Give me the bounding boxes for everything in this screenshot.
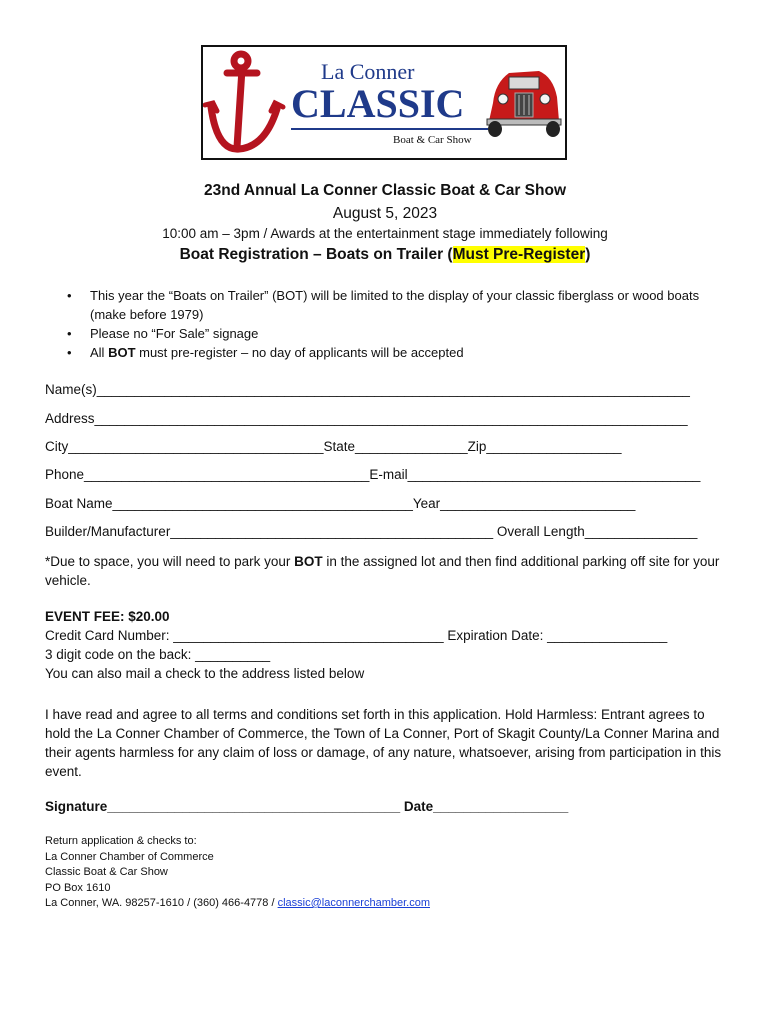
credit-card-field[interactable]: Credit Card Number: ____________________________________ Expiration Date: ________________ (45, 628, 668, 643)
names-field[interactable]: Name(s)_______________________________________________________________________________ (45, 382, 690, 397)
registration-subtitle (0, 246, 770, 264)
event-fee-title: EVENT FEE: $20.00 (45, 609, 170, 624)
event-logo (201, 45, 567, 160)
email-link[interactable]: classic@laconnerchamber.com (277, 897, 430, 909)
boat-name-year-field[interactable]: Boat Name________________________________________Year__________________________ (45, 496, 636, 511)
logo-graphic (203, 47, 565, 158)
return-address-phone: La Conner, WA. 98257-1610 / (360) 466-4778 / (45, 897, 278, 909)
subtitle-suffix: ) (585, 246, 591, 263)
event-date: August 5, 2023 (332, 205, 438, 222)
logo-name-main: CLASSIC (291, 81, 465, 126)
phone-email-field[interactable]: Phone______________________________________E-mail_______________________________________ (45, 467, 701, 482)
classic-car-icon (487, 71, 561, 137)
security-code-field[interactable]: 3 digit code on the back: __________ (45, 647, 271, 662)
parking-suffix: in the assigned lot and then find additional parking off site for your vehicle. (45, 554, 720, 588)
return-line: Return application & checks to: (45, 835, 197, 847)
city-state-zip-field[interactable]: City__________________________________State_______________Zip__________________ (45, 439, 622, 454)
parking-note (45, 552, 730, 590)
rule-bold: BOT (108, 345, 136, 360)
address-field[interactable]: Address_______________________________________________________________________________ (45, 411, 688, 426)
mail-check-note: You can also mail a check to the address listed below (45, 666, 365, 681)
return-line: Classic Boat & Car Show (45, 866, 168, 878)
subtitle-prefix: Boat Registration – Boats on Trailer ( (179, 246, 453, 263)
agreement-text: I have read and agree to all terms and conditions set forth in this application. Hold Harmless: Entrant agrees to hold the La Conner Chamber of Commerce, the Town of La Conner, Port of Skagit County/La Conner Marina and their agents harmless for any claim of loss or damage, of any nature, whatsoever, arising from participation in this event. (45, 707, 722, 779)
event-time: 10:00 am – 3pm / Awards at the entertainment stage immediately following (162, 226, 608, 241)
parking-prefix: *Due to space, you will need to park your (45, 554, 295, 569)
rule-item: • This year the “Boats on Trailer” (BOT) will be limited to the display of your classic fiberglass or wood boats (make before 1979) (45, 286, 725, 324)
signature-date-field[interactable]: Signature_______________________________________ Date__________________ (45, 799, 569, 814)
logo-name-sub: Boat & Car Show (393, 134, 472, 146)
rule-prefix: All (90, 345, 109, 360)
return-address-block (45, 834, 430, 912)
rule-item: • Please no “For Sale” signage (45, 324, 725, 343)
rule-item (45, 343, 725, 362)
rules-list (45, 286, 725, 362)
rule-suffix: must pre-register – no day of applicants will be accepted (135, 345, 464, 360)
return-line (45, 896, 430, 912)
event-title: 23nd Annual La Conner Classic Boat & Car Show (203, 182, 567, 199)
anchor-icon (205, 54, 283, 149)
builder-length-field[interactable]: Builder/Manufacturer___________________________________________ Overall Length_______________ (45, 524, 698, 539)
return-line: PO Box 1610 (45, 881, 111, 894)
parking-bold: BOT (294, 554, 323, 569)
return-line: La Conner Chamber of Commerce (45, 850, 214, 863)
logo-name-top: La Conner (321, 59, 415, 84)
must-preregister-highlight: Must Pre-Register (452, 246, 586, 263)
